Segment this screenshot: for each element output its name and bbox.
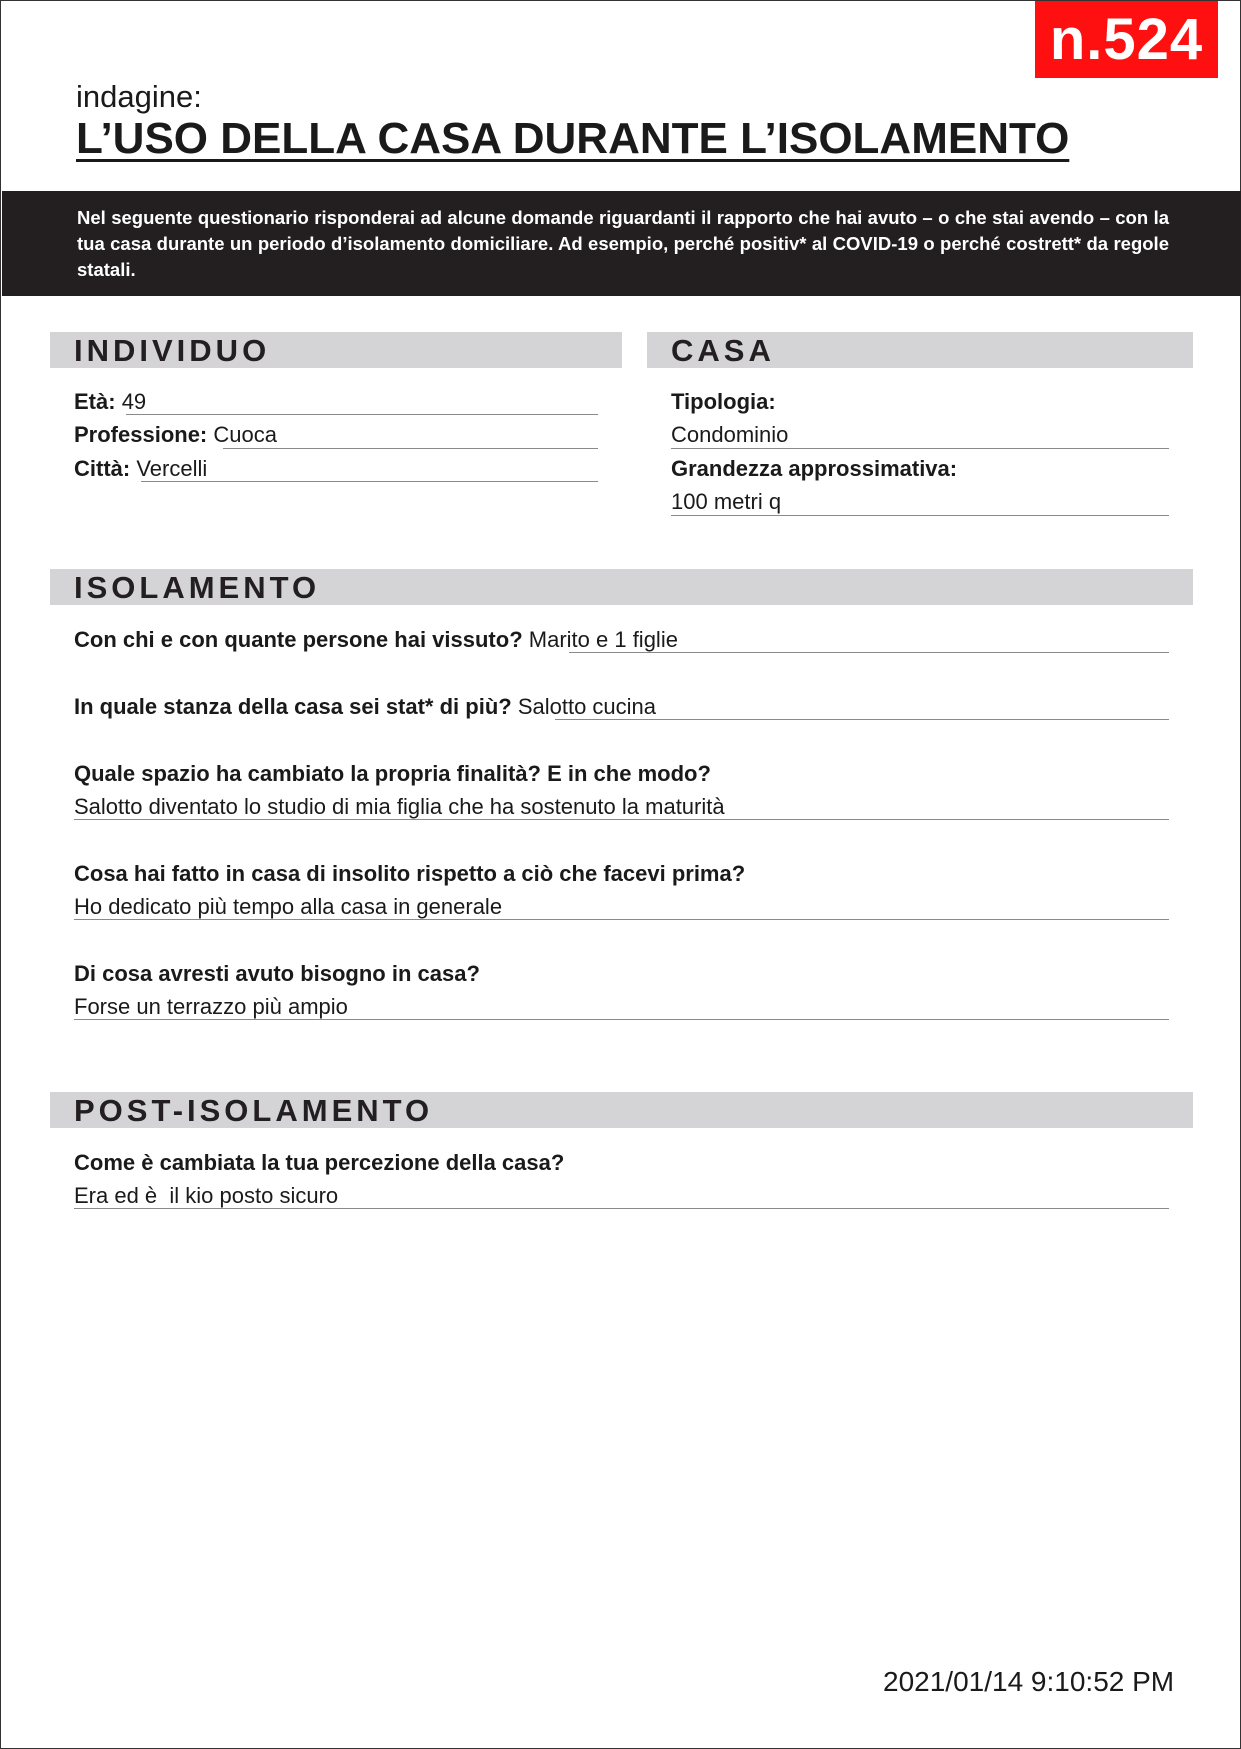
eta-field	[74, 387, 146, 417]
section-header-casa: CASA	[647, 332, 1193, 368]
answer-1: Marito e 1 figlie	[528, 627, 678, 652]
question-5-label: Di cosa avresti avuto bisogno in casa?	[74, 961, 480, 986]
grandezza-label: Grandezza approssimativa:	[671, 456, 958, 481]
survey-subtitle: indagine:	[76, 79, 202, 114]
citta-label: Città:	[74, 456, 131, 481]
question-1-label: Con chi e con quante persone hai vissuto?	[74, 627, 523, 652]
citta-field	[74, 454, 207, 484]
question-3-label: Quale spazio ha cambiato la propria finalità? E in che modo?	[74, 761, 711, 786]
answer-1-underline	[569, 652, 1169, 653]
intro-text: Nel seguente questionario risponderai ad alcune domande riguardanti il rapporto che hai avuto – o che stai avendo – con la tua casa durante un periodo d’isolamento domiciliare. Ad esempio, perché positiv* al COVID-19 o perché costrett* da regole statali.	[2, 191, 1241, 296]
survey-title: L’USO DELLA CASA DURANTE L’ISOLAMENTO	[76, 114, 1070, 163]
answer-2: Salotto cucina	[517, 694, 657, 719]
tipologia-answer: Condominio	[671, 422, 789, 447]
tipologia-underline	[671, 448, 1169, 449]
isolamento-question-3	[74, 759, 711, 789]
post-question-1-label: Come è cambiata la tua percezione della casa?	[74, 1150, 565, 1175]
answer-4: Ho dedicato più tempo alla casa in generale	[74, 894, 503, 919]
isolamento-question-1	[74, 625, 678, 655]
professione-field	[74, 420, 277, 450]
eta-label: Età:	[74, 389, 116, 414]
answer-5: Forse un terrazzo più ampio	[74, 994, 348, 1019]
post-answer-1-underline	[74, 1208, 1169, 1209]
question-2-label: In quale stanza della casa sei stat* di più?	[74, 694, 512, 719]
section-header-individuo: INDIVIDUO	[50, 332, 622, 368]
isolamento-question-4	[74, 859, 745, 889]
answer-3-underline	[74, 819, 1169, 820]
isolamento-question-2	[74, 692, 656, 722]
professione-label: Professione:	[74, 422, 208, 447]
submission-timestamp: 2021/01/14 9:10:52 PM	[883, 1666, 1175, 1697]
tipologia-field	[671, 387, 776, 417]
answer-2-underline	[555, 719, 1169, 720]
form-number-badge: n.524	[1035, 1, 1218, 78]
section-header-post-isolamento: POST-ISOLAMENTO	[50, 1092, 1193, 1128]
grandezza-underline	[671, 515, 1169, 516]
isolamento-question-5	[74, 959, 480, 989]
answer-3: Salotto diventato lo studio di mia figlia che ha sostenuto la maturità	[74, 794, 725, 819]
question-4-label: Cosa hai fatto in casa di insolito rispetto a ciò che facevi prima?	[74, 861, 746, 886]
post-isolamento-question-1	[74, 1148, 564, 1178]
section-header-isolamento: ISOLAMENTO	[50, 569, 1193, 605]
professione-underline	[223, 448, 598, 449]
post-answer-1: Era ed è il kio posto sicuro	[74, 1183, 339, 1208]
tipologia-label: Tipologia:	[671, 389, 776, 414]
professione-value: Cuoca	[213, 422, 277, 447]
answer-4-underline	[74, 919, 1169, 920]
answer-5-underline	[74, 1019, 1169, 1020]
citta-underline	[141, 481, 598, 482]
grandezza-answer: 100 metri q	[671, 489, 782, 514]
eta-value: 49	[121, 389, 147, 414]
citta-value: Vercelli	[136, 456, 208, 481]
eta-underline	[126, 414, 598, 415]
grandezza-field	[671, 454, 957, 484]
